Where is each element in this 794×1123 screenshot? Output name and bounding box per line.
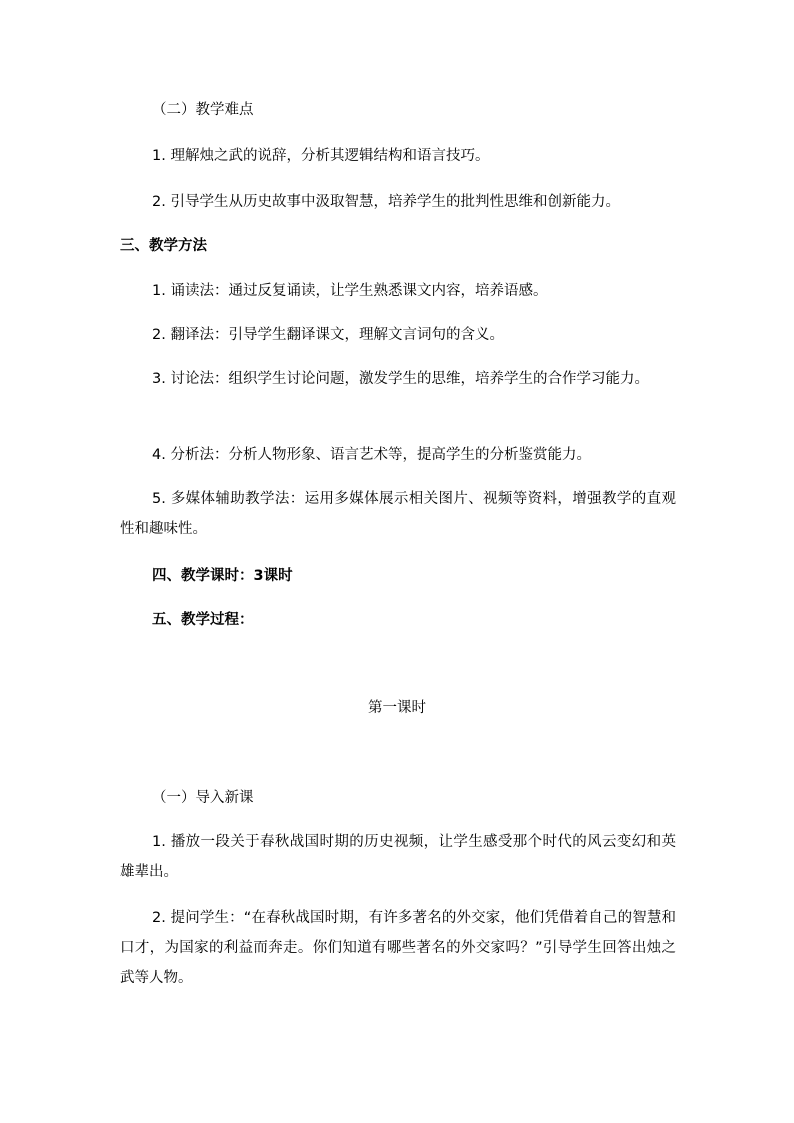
list-item: 3. 讨论法：组织学生讨论问题，激发学生的思维，培养学生的合作学习能力。 [152,371,649,387]
hours-label: 四、教学课时： [152,568,254,584]
list-item: 1. 播放一段关于春秋战国时期的历史视频，让学生感受那个时代的风云变幻和英雄辈出。 [120,834,676,880]
section-heading-process: 五、教学过程： [152,612,254,628]
list-item: 5. 多媒体辅助教学法：运用多媒体展示相关图片、视频等资料，增强教学的直观性和趣味性。 [120,491,676,537]
section-heading-hours [152,566,293,586]
hours-value: 3课时 [253,568,293,584]
subsection-heading-intro: （一）导入新课 [152,790,254,806]
list-item: 1. 理解烛之武的说辞，分析其逻辑结构和语言技巧。 [152,148,490,164]
list-item: 2. 翻译法：引导学生翻译课文，理解文言词句的含义。 [152,327,504,343]
list-item: 4. 分析法：分析人物形象、语言艺术等，提高学生的分析鉴赏能力。 [152,447,591,463]
list-item: 2. 引导学生从历史故事中汲取智慧，培养学生的批判性思维和创新能力。 [152,194,620,210]
list-item: 2. 提问学生：“在春秋战国时期，有许多著名的外交家，他们凭借着自己的智慧和口才，为国家的利益而奔走。你们知道有哪些著名的外交家吗？”引导学生回答出烛之武等人物。 [120,910,676,986]
lesson-title: 第一课时 [368,700,426,716]
section-heading-methods: 三、教学方法 [120,238,207,254]
section-heading-difficulties: （二）教学难点 [152,102,254,118]
list-item: 1. 诵读法：通过反复诵读，让学生熟悉课文内容，培养语感。 [152,283,548,299]
